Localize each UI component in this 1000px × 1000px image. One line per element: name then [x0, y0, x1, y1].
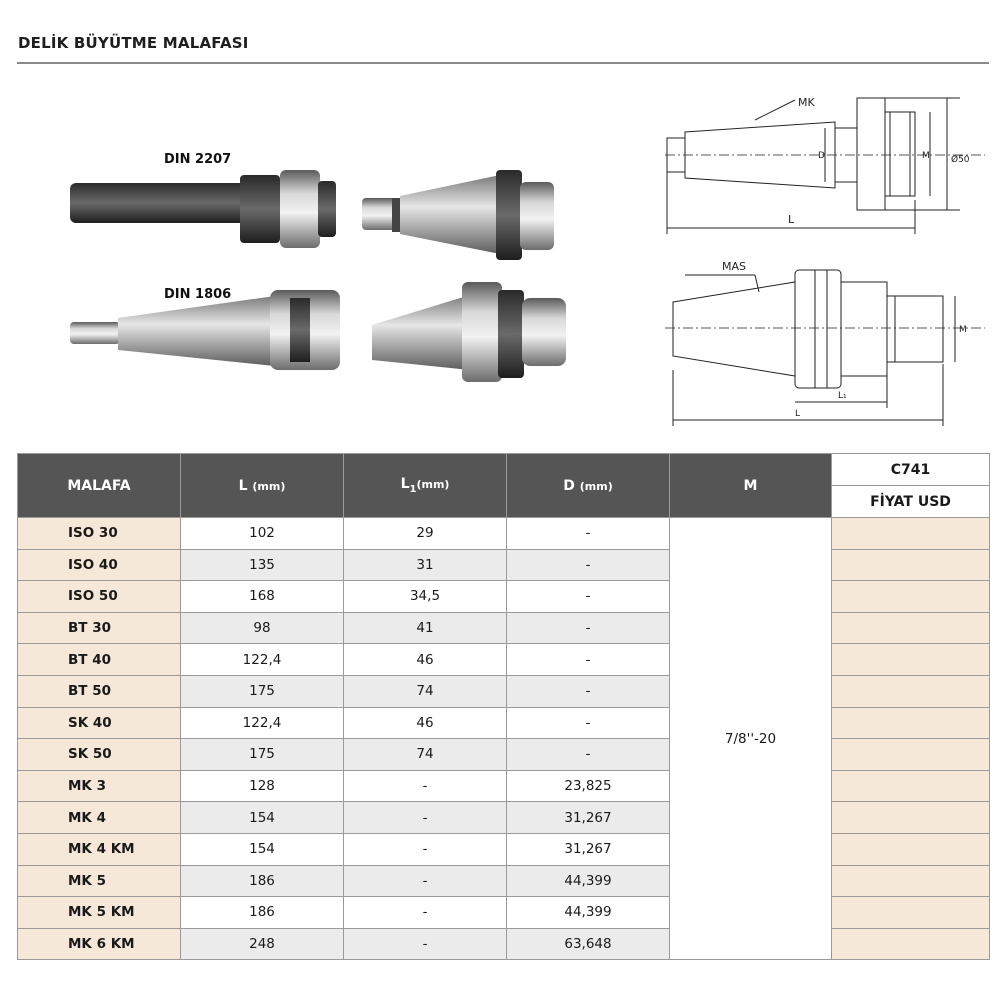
product-photos — [0, 70, 620, 440]
din-1806-label: DIN 1806 — [164, 287, 232, 302]
price-cell — [832, 644, 990, 676]
d-cell: 23,825 — [507, 770, 670, 802]
table-row — [18, 675, 990, 707]
d-cell: 63,648 — [507, 928, 670, 960]
header-code: C741 — [832, 454, 990, 486]
l-cell: 128 — [181, 770, 344, 802]
l-cell: 248 — [181, 928, 344, 960]
malafa-cell: MK 6 KM — [18, 928, 181, 960]
table-row — [18, 739, 990, 771]
table-row — [18, 833, 990, 865]
malafa-cell: MK 4 KM — [18, 833, 181, 865]
malafa-cell: MK 5 — [18, 865, 181, 897]
drawing-top-l-label: L — [788, 213, 795, 226]
l-cell: 122,4 — [181, 644, 344, 676]
drawing-mas-label: MAS — [722, 260, 746, 273]
din-2207-arbor-photo — [70, 170, 336, 248]
price-cell — [832, 833, 990, 865]
page-title: DELİK BÜYÜTME MALAFASI — [18, 34, 249, 52]
header-price: FİYAT USD — [832, 486, 990, 518]
l1-cell: - — [344, 865, 507, 897]
price-cell — [832, 675, 990, 707]
table-row — [18, 644, 990, 676]
price-cell — [832, 770, 990, 802]
din-2207-label: DIN 2207 — [164, 152, 232, 167]
l-cell: 98 — [181, 612, 344, 644]
l1-cell: 34,5 — [344, 581, 507, 613]
header-l: L (mm) — [181, 454, 344, 518]
price-cell — [832, 612, 990, 644]
d-cell: - — [507, 549, 670, 581]
l-cell: 122,4 — [181, 707, 344, 739]
malafa-cell: MK 3 — [18, 770, 181, 802]
table-row — [18, 802, 990, 834]
header-malafa: MALAFA — [18, 454, 181, 518]
spec-table — [17, 453, 990, 960]
header-m: M — [670, 454, 832, 518]
l-cell: 186 — [181, 865, 344, 897]
malafa-cell: BT 40 — [18, 644, 181, 676]
price-cell — [832, 549, 990, 581]
drawing-bottom-m-label: M — [959, 325, 967, 335]
drawing-top-m-label: M — [922, 151, 930, 161]
header-d: D (mm) — [507, 454, 670, 518]
d-cell: - — [507, 644, 670, 676]
table-row — [18, 581, 990, 613]
malafa-cell: SK 50 — [18, 739, 181, 771]
m-cell: 7/8''-20 — [670, 518, 832, 960]
l1-cell: - — [344, 897, 507, 929]
l-cell: 168 — [181, 581, 344, 613]
d-cell: - — [507, 739, 670, 771]
price-cell — [832, 707, 990, 739]
title-divider — [17, 62, 989, 64]
l-cell: 154 — [181, 833, 344, 865]
table-row — [18, 897, 990, 929]
malafa-cell: SK 40 — [18, 707, 181, 739]
header-l1: $L_1(mm)$ — [344, 454, 507, 518]
d-cell: 44,399 — [507, 865, 670, 897]
malafa-cell: BT 50 — [18, 675, 181, 707]
d-cell: - — [507, 612, 670, 644]
malafa-cell: MK 4 — [18, 802, 181, 834]
product-images — [0, 70, 1000, 440]
drawing-d-label: D — [818, 151, 825, 161]
l1-cell: 74 — [344, 675, 507, 707]
table-row — [18, 549, 990, 581]
iso-arbor-photo-top — [362, 170, 554, 260]
din-1806-arbor-photo — [70, 290, 340, 370]
l1-cell: 46 — [344, 644, 507, 676]
d-cell: - — [507, 707, 670, 739]
d-cell: - — [507, 518, 670, 550]
l1-cell: - — [344, 770, 507, 802]
malafa-cell: ISO 50 — [18, 581, 181, 613]
malafa-cell: ISO 40 — [18, 549, 181, 581]
drawing-dia-label: Ø50 — [951, 155, 970, 165]
malafa-cell: ISO 30 — [18, 518, 181, 550]
d-cell: - — [507, 581, 670, 613]
l-cell: 135 — [181, 549, 344, 581]
drawing-mk-label: MK — [798, 96, 815, 109]
price-cell — [832, 865, 990, 897]
l1-cell: 31 — [344, 549, 507, 581]
malafa-cell: BT 30 — [18, 612, 181, 644]
l1-cell: 41 — [344, 612, 507, 644]
malafa-cell: MK 5 KM — [18, 897, 181, 929]
table-row — [18, 612, 990, 644]
l1-cell: 46 — [344, 707, 507, 739]
l1-cell: - — [344, 833, 507, 865]
table-row — [18, 865, 990, 897]
drawing-l1-label: L₁ — [838, 391, 847, 401]
drawing-bottom-l-label: L — [795, 409, 801, 419]
l-cell: 175 — [181, 675, 344, 707]
table-row — [18, 707, 990, 739]
technical-drawings — [655, 70, 995, 440]
l1-cell: 74 — [344, 739, 507, 771]
table-row — [18, 770, 990, 802]
iso-arbor-photo-bottom — [372, 282, 566, 382]
table-row — [18, 518, 990, 550]
price-cell — [832, 928, 990, 960]
l-cell: 102 — [181, 518, 344, 550]
price-cell — [832, 518, 990, 550]
price-cell — [832, 739, 990, 771]
d-cell: 31,267 — [507, 833, 670, 865]
mas-arbor-drawing — [665, 270, 985, 426]
mk-arbor-drawing — [665, 98, 985, 234]
d-cell: - — [507, 675, 670, 707]
l1-cell: 29 — [344, 518, 507, 550]
l-cell: 186 — [181, 897, 344, 929]
price-cell — [832, 897, 990, 929]
table-row — [18, 928, 990, 960]
d-cell: 44,399 — [507, 897, 670, 929]
l1-cell: - — [344, 802, 507, 834]
d-cell: 31,267 — [507, 802, 670, 834]
price-cell — [832, 802, 990, 834]
l-cell: 154 — [181, 802, 344, 834]
price-cell — [832, 581, 990, 613]
l-cell: 175 — [181, 739, 344, 771]
l1-cell: - — [344, 928, 507, 960]
